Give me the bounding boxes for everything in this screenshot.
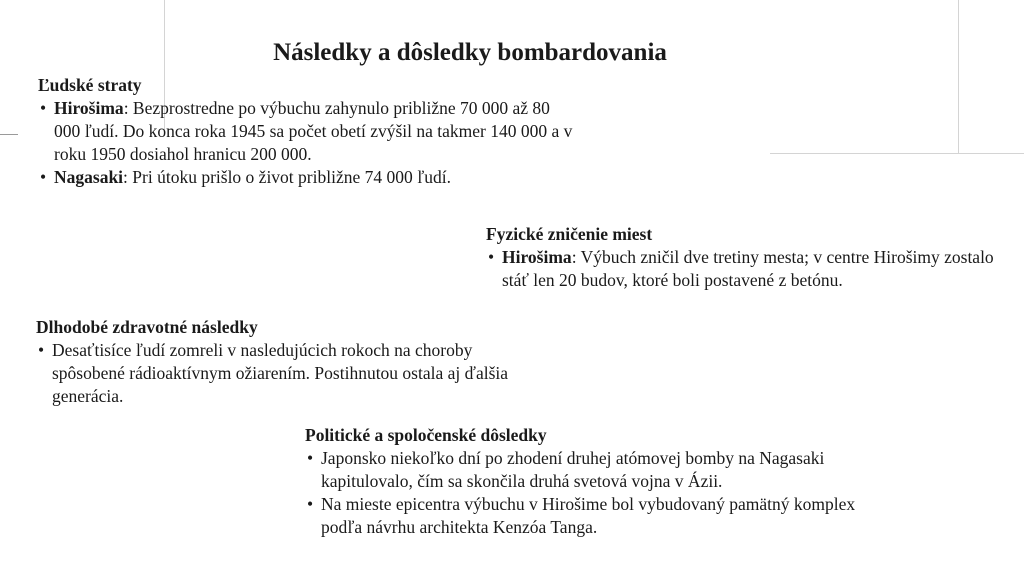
section-human-losses: [38, 74, 598, 189]
list-item: • Na mieste epicentra výbuchu v Hirošime bol vybudovaný pamätný komplex podľa návrhu architekta Kenzóa Tanga.: [305, 493, 885, 539]
section-heading: Politické a spoločenské dôsledky: [305, 425, 547, 445]
section-heading: Ľudské straty: [38, 75, 142, 95]
decorative-line-vertical-right: [958, 0, 959, 153]
list-item: • Nagasaki: Pri útoku prišlo o život približne 74 000 ľudí.: [38, 166, 598, 189]
section-health-effects: [36, 316, 516, 408]
list-item: • Hirošima: Bezprostredne po výbuchu zahynulo približne 70 000 až 80 000 ľudí. Do konca roka 1945 sa počet obetí zvýšil na takmer 140 000 a v roku 1950 dosiahol hranicu 200 000.: [38, 97, 574, 166]
decorative-line-horizontal: [770, 153, 1024, 154]
section-political-consequences: [305, 424, 885, 539]
section-physical-destruction: [486, 223, 996, 292]
list-item: • Desaťtisíce ľudí zomreli v nasledujúcich rokoch na choroby spôsobené rádioaktívnym ožiarením. Postihnutou ostala aj ďalšia generácia.: [36, 339, 516, 408]
decorative-line-short: [0, 134, 18, 135]
section-heading: Dlhodobé zdravotné následky: [36, 317, 258, 337]
list-item: • Japonsko niekoľko dní po zhodení druhej atómovej bomby na Nagasaki kapitulovalo, čím sa skončila druhá svetová vojna v Ázii.: [305, 447, 885, 493]
slide-title: Následky a dôsledky bombardovania: [273, 38, 667, 66]
section-heading: Fyzické zničenie miest: [486, 224, 653, 244]
list-item: • Hirošima: Výbuch zničil dve tretiny mesta; v centre Hirošimy zostalo stáť len 20 budov, ktoré boli postavené z betónu.: [486, 246, 996, 292]
